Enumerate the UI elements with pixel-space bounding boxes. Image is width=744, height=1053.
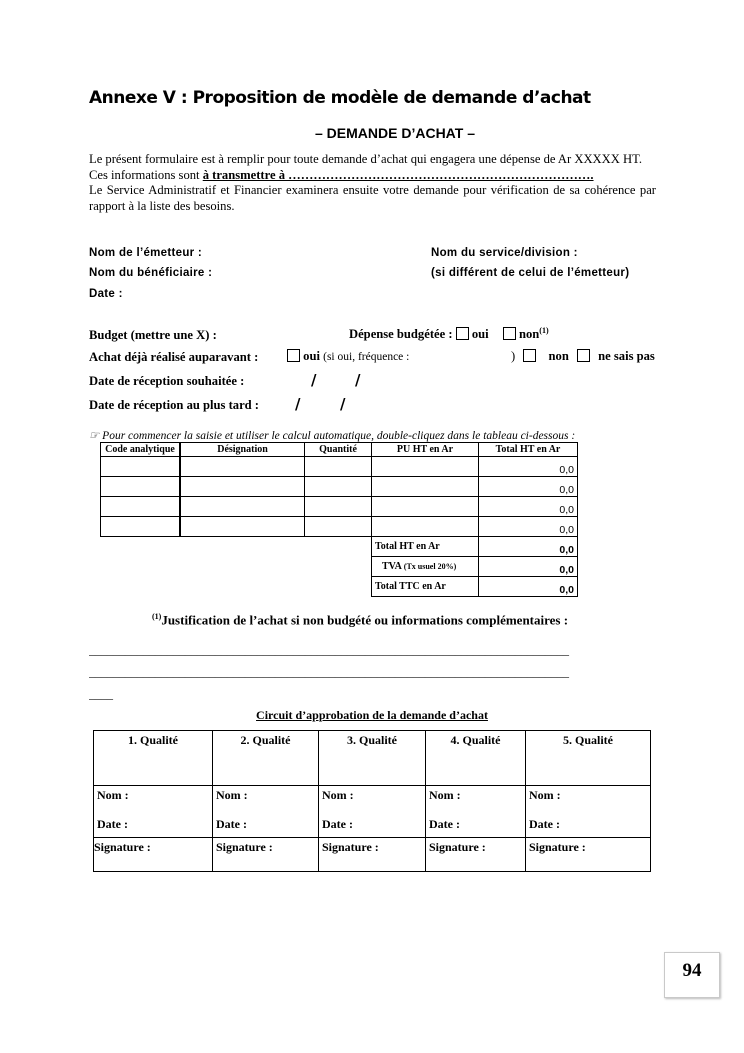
- approval-title: Circuit d’approbation de la demande d’achat: [256, 708, 488, 722]
- cell-quantite[interactable]: [305, 517, 372, 537]
- date-plus-tard-label: Date de réception au plus tard :: [89, 398, 260, 412]
- table-row: [101, 517, 578, 537]
- achat-non-checkbox[interactable]: [523, 349, 536, 362]
- budget-non-checkbox[interactable]: [503, 327, 516, 340]
- justification-line-3[interactable]: ____: [89, 687, 113, 701]
- cell-quantite[interactable]: [305, 477, 372, 497]
- budget-oui-label: oui: [471, 327, 489, 342]
- intro-line-2: [89, 168, 656, 184]
- achat-ne-sais-pas-checkbox[interactable]: [577, 349, 590, 362]
- date-plus-tard-slash-2: /: [340, 395, 346, 413]
- total-ht-value: 0,0: [479, 537, 578, 557]
- col-pu-ht: PU HT en Ar: [372, 443, 479, 457]
- date-souhaitee-slash-1: /: [311, 371, 317, 389]
- approval-cell-3[interactable]: [319, 786, 426, 838]
- budget-label: Budget (mettre une X) :: [89, 328, 217, 342]
- achat-non-label: non: [548, 349, 569, 363]
- tva-label: TVA: [382, 561, 402, 572]
- approval-cell-4[interactable]: [426, 786, 526, 838]
- spacer: [101, 557, 372, 577]
- table-row: [101, 457, 578, 477]
- achat-non-row: [511, 349, 655, 364]
- items-table-header: [101, 443, 578, 457]
- budget-oui-checkbox[interactable]: [456, 327, 469, 340]
- date-label: Date :: [89, 288, 123, 300]
- approval-qualite-5: 5. Qualité: [526, 731, 651, 786]
- signature-cell-3[interactable]: Signature :: [319, 838, 426, 872]
- cell-code[interactable]: [101, 517, 181, 537]
- signature-cell-2[interactable]: Signature :: [213, 838, 319, 872]
- col-code-analytique: Code analytique: [101, 443, 181, 457]
- cell-pu[interactable]: [372, 497, 479, 517]
- col-total-ht: Total HT en Ar: [479, 443, 578, 457]
- cell-quantite[interactable]: [305, 457, 372, 477]
- form-title: – DEMANDE D’ACHAT –: [315, 125, 475, 141]
- col-quantite: Quantité: [305, 443, 372, 457]
- date-plus-tard-slash-1: /: [295, 395, 301, 413]
- cell-pu[interactable]: [372, 477, 479, 497]
- intro-line-1: Le présent formulaire est à remplir pour toute demande d’achat qui engagera une dépense de Ar XXXXX HT.: [89, 152, 642, 166]
- approval-cell-1[interactable]: [94, 786, 213, 838]
- approval-qualite-2: 2. Qualité: [213, 731, 319, 786]
- date-label: Date :: [216, 817, 247, 831]
- nom-label: Nom :: [216, 788, 248, 802]
- tva-note: (Tx usuel 20%): [403, 562, 457, 571]
- achat-oui-row: [287, 349, 409, 364]
- cell-pu[interactable]: [372, 517, 479, 537]
- page-heading: Annexe V : Proposition de modèle de demande d’achat: [89, 88, 591, 108]
- table-row: [101, 477, 578, 497]
- cell-quantite[interactable]: [305, 497, 372, 517]
- cell-designation[interactable]: [180, 457, 305, 477]
- intro-line-2-prefix: Ces informations sont: [89, 167, 203, 182]
- cell-designation[interactable]: [180, 517, 305, 537]
- approval-nom-date-row: [94, 786, 651, 838]
- tva-row: [101, 557, 578, 577]
- justification-line-1[interactable]: ________________________________________________________________________________: [89, 643, 569, 657]
- intro-line-3: Le Service Administratif et Financier examinera ensuite votre demande pour vérification de sa cohérence par rapport à la liste des besoins.: [89, 183, 656, 213]
- beneficiaire-label: Nom du bénéficiaire :: [89, 267, 213, 279]
- nom-label: Nom :: [322, 788, 354, 802]
- depense-budgetee-label: Dépense budgétée :: [349, 327, 453, 342]
- emetteur-label: Nom de l’émetteur :: [89, 247, 203, 259]
- date-souhaitee-label: Date de réception souhaitée :: [89, 374, 245, 388]
- approval-signature-row: [94, 838, 651, 872]
- achat-oui-label: oui: [303, 349, 320, 363]
- cell-total: 0,0: [479, 477, 578, 497]
- approval-qualite-3: 3. Qualité: [319, 731, 426, 786]
- approval-cell-5[interactable]: [526, 786, 651, 838]
- total-ttc-row: [101, 577, 578, 597]
- table-row: [101, 497, 578, 517]
- cell-code[interactable]: [101, 477, 181, 497]
- spacer: [101, 537, 372, 557]
- achat-ne-sais-pas-label: ne sais pas: [598, 349, 655, 363]
- achat-label: Achat déjà réalisé auparavant :: [89, 350, 259, 364]
- total-ttc-value: 0,0: [479, 577, 578, 597]
- date-label: Date :: [322, 817, 353, 831]
- budget-note-mark: (1): [539, 326, 549, 335]
- nom-label: Nom :: [429, 788, 461, 802]
- calculation-hint: ☞ Pour commencer la saisie et utiliser le calcul automatique, double-cliquez dans le tableau ci-dessous :: [89, 430, 576, 442]
- intro-line-2-recipient: à transmettre à ……………………………………………………………….: [202, 167, 594, 182]
- achat-oui-checkbox[interactable]: [287, 349, 300, 362]
- items-table: [100, 442, 578, 597]
- col-designation: Désignation: [180, 443, 305, 457]
- spacer: [101, 577, 372, 597]
- depense-budgetee-row: [349, 326, 549, 342]
- signature-cell-4[interactable]: Signature :: [426, 838, 526, 872]
- service-label: Nom du service/division :: [431, 247, 578, 259]
- justification-label: Justification de l’achat si non budgété ou informations complémentaires :: [161, 612, 569, 628]
- approval-cell-2[interactable]: [213, 786, 319, 838]
- justification-heading: [152, 612, 568, 628]
- budget-non-label: non: [518, 327, 540, 342]
- nom-label: Nom :: [529, 788, 561, 802]
- total-ht-row: [101, 537, 578, 557]
- cell-code[interactable]: [101, 457, 181, 477]
- cell-designation[interactable]: [180, 477, 305, 497]
- achat-close-paren: ): [511, 349, 516, 363]
- approval-table: [93, 730, 651, 872]
- page-number: 94: [664, 952, 720, 998]
- cell-total: 0,0: [479, 517, 578, 537]
- cell-total: 0,0: [479, 457, 578, 477]
- total-ttc-label: Total TTC en Ar: [372, 577, 479, 597]
- approval-qualite-4: 4. Qualité: [426, 731, 526, 786]
- justification-lines: [89, 639, 651, 705]
- justification-mark: (1): [152, 612, 162, 621]
- justification-line-2[interactable]: ________________________________________________________________________________: [89, 665, 569, 679]
- total-ht-label: Total HT en Ar: [372, 537, 479, 557]
- nom-label: Nom :: [97, 788, 129, 802]
- date-label: Date :: [529, 817, 560, 831]
- cell-pu[interactable]: [372, 457, 479, 477]
- achat-frequence-note: (si oui, fréquence :: [323, 351, 410, 363]
- signature-cell-5[interactable]: Signature :: [526, 838, 651, 872]
- cell-total: 0,0: [479, 497, 578, 517]
- date-label: Date :: [429, 817, 460, 831]
- tva-value: 0,0: [479, 557, 578, 577]
- approval-qualite-row: [94, 731, 651, 786]
- signature-cell-1[interactable]: Signature :: [94, 838, 213, 872]
- cell-designation[interactable]: [180, 497, 305, 517]
- date-label: Date :: [97, 817, 128, 831]
- tva-label-cell: [372, 557, 479, 577]
- cell-code[interactable]: [101, 497, 181, 517]
- intro-text: [89, 152, 656, 214]
- approval-qualite-1: 1. Qualité: [94, 731, 213, 786]
- si-different-label: (si différent de celui de l’émetteur): [431, 267, 630, 279]
- date-souhaitee-slash-2: /: [355, 371, 361, 389]
